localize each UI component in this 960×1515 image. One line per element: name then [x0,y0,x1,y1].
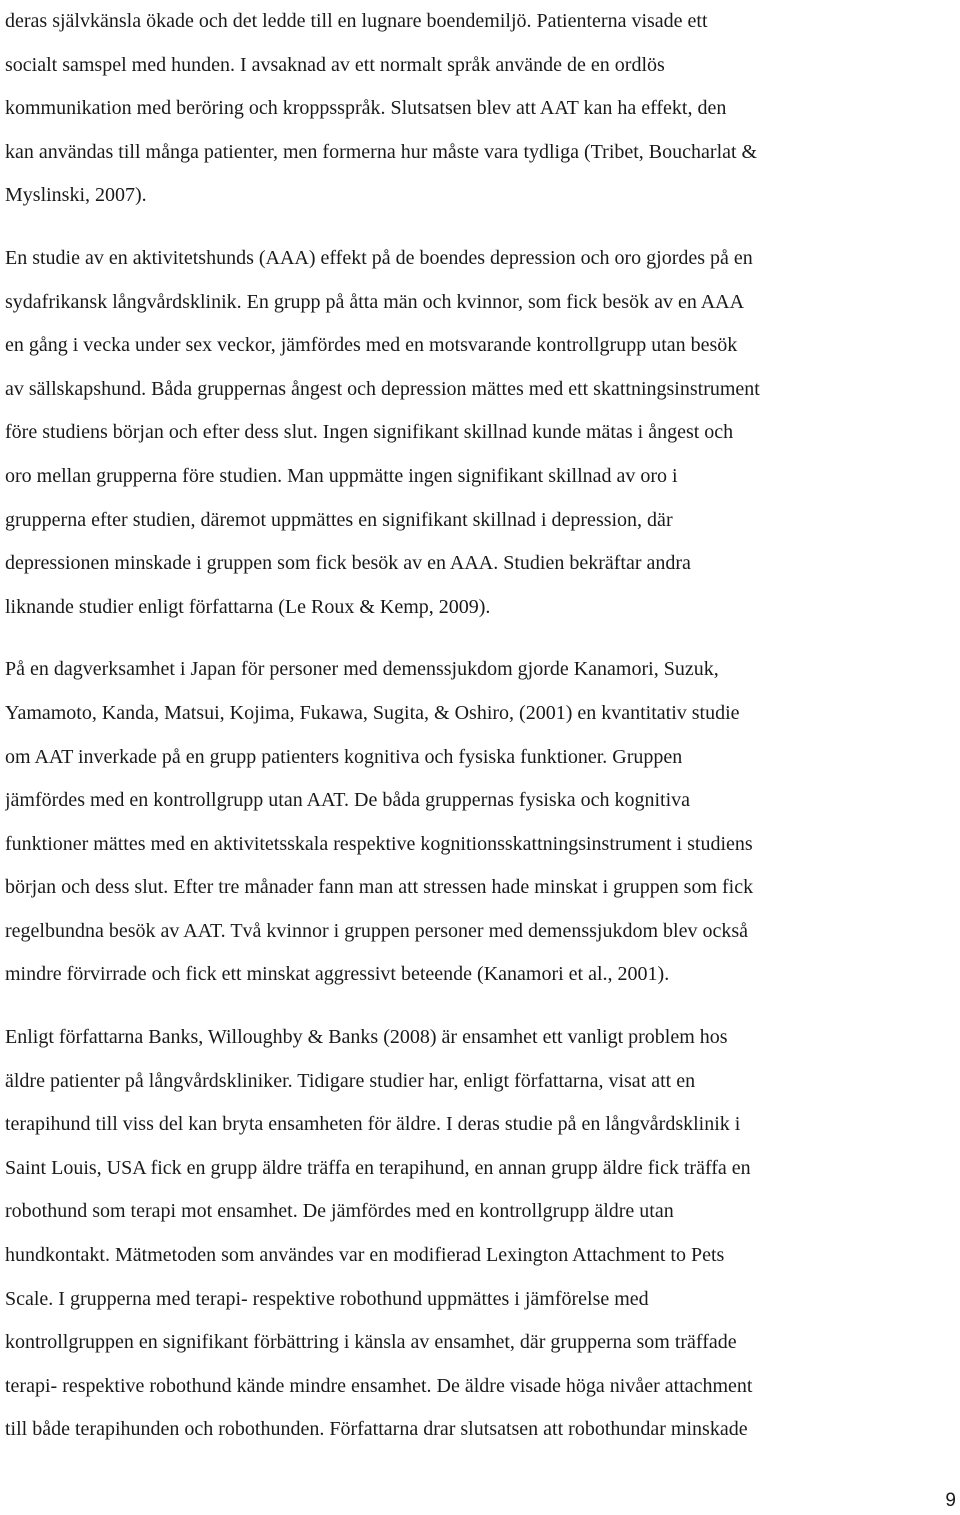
text-line: kommunikation med beröring och kroppsspråk. Slutsatsen blev att AAT kan ha effekt, den [5,97,727,120]
text-line: deras självkänsla ökade och det ledde till en lugnare boendemiljö. Patienterna visade ett [5,10,708,32]
text-line: hundkontakt. Mätmetoden som användes var en modifierad Lexington Attachment to Pets [5,1244,725,1267]
paragraph [5,237,960,629]
text-line: grupperna efter studien, däremot uppmättes en signifikant skillnad i depression, där [5,508,673,531]
paragraph [5,648,960,997]
text-line: om AAT inverkade på en grupp patienters kognitiva och fysiska funktioner. Gruppen [5,745,683,768]
text-line: Saint Louis, USA fick en grupp äldre träffa en terapihund, en annan grupp äldre fick träffa en [5,1156,751,1179]
text-line: terapihund till viss del kan bryta ensamheten för äldre. I deras studie på en långvårdsklinik i [5,1113,741,1136]
paragraph-gap [5,218,960,237]
text-line: regelbundna besök av AAT. Två kvinnor i gruppen personer med demenssjukdom blev också [5,919,748,942]
text-line: jämfördes med en kontrollgrupp utan AAT. De båda gruppernas fysiska och kognitiva [5,789,691,812]
text-line: terapi- respektive robothund kände mindre ensamhet. De äldre visade höga nivåer attachment [5,1374,753,1397]
text-line: mindre förvirrade och fick ett minskat aggressivt beteende (Kanamori et al., 2001). [5,963,670,986]
text-line: depressionen minskade i gruppen som fick besök av en AAA. Studien bekräftar andra [5,552,691,575]
text-line: robothund som terapi mot ensamhet. De jämfördes med en kontrollgrupp äldre utan [5,1200,674,1223]
paragraph-gap [5,629,960,648]
text-line: Scale. I grupperna med terapi- respektive robothund uppmättes i jämförelse med [5,1287,649,1310]
text-line: Myslinski, 2007). [5,184,147,207]
text-line: liknande studier enligt författarna (Le Roux & Kemp, 2009). [5,595,491,618]
text-line: kan användas till många patienter, men formerna hur måste vara tydliga (Tribet, Boucharlat & [5,140,758,163]
text-line: äldre patienter på långvårdskliniker. Tidigare studier har, enligt författarna, visat att en [5,1069,696,1092]
text-line: socialt samspel med hunden. I avsaknad av ett normalt språk använde de en ordlös [5,53,665,76]
text-line: en gång i vecka under sex veckor, jämfördes med en motsvarande kontrollgrupp utan besök [5,334,738,357]
body-text [5,0,960,1452]
text-line: Enligt författarna Banks, Willoughby & Banks (2008) är ensamhet ett vanligt problem hos [5,1026,728,1049]
text-line: början och dess slut. Efter tre månader fann man att stressen hade minskat i gruppen som fick [5,876,754,899]
paragraph [5,1016,960,1452]
text-line: till både terapihunden och robothunden. Författarna drar slutsatsen att robothundar minskade [5,1418,748,1441]
text-line: På en dagverksamhet i Japan för personer med demenssjukdom gjorde Kanamori, Suzuk, [5,658,719,681]
text-line: sydafrikansk långvårdsklinik. En grupp på åtta män och kvinnor, som fick besök av en AAA [5,290,745,313]
text-line: oro mellan grupperna före studien. Man uppmätte ingen signifikant skillnad av oro i [5,464,678,487]
text-line: före studiens början och efter dess slut. Ingen signifikant skillnad kunde mätas i ångest och [5,421,734,444]
text-line: av sällskapshund. Båda gruppernas ångest och depression mättes med ett skattningsinstrument [5,377,760,400]
text-line: En studie av en aktivitetshunds (AAA) effekt på de boendes depression och oro gjordes på en [5,246,753,269]
paragraph [5,0,960,218]
text-line: Yamamoto, Kanda, Matsui, Kojima, Fukawa, Sugita, & Oshiro, (2001) en kvantitativ studie [5,701,740,724]
text-line: kontrollgruppen en signifikant förbättring i känsla av ensamhet, där grupperna som träffade [5,1331,737,1354]
paragraph-gap [5,997,960,1016]
page-number: 9 [945,1490,956,1511]
text-line: funktioner mättes med en aktivitetsskala respektive kognitionsskattningsinstrument i studiens [5,832,753,855]
